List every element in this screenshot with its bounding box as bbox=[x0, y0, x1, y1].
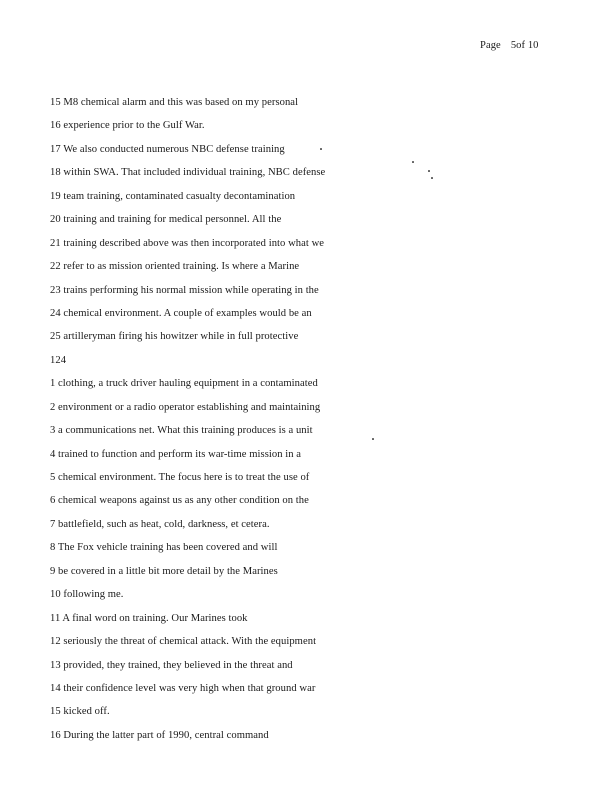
page-number: 5of 10 bbox=[510, 40, 539, 51]
scan-speck bbox=[412, 161, 414, 163]
transcript-line: 11 A final word on training. Our Marines took bbox=[50, 612, 248, 624]
transcript-line: 17 We also conducted numerous NBC defense training bbox=[50, 143, 285, 155]
transcript-line: 1 clothing, a truck driver hauling equipment in a contaminated bbox=[50, 378, 318, 390]
transcript-line: 19 team training, contaminated casualty decontamination bbox=[50, 190, 296, 202]
transcript-line: 13 provided, they trained, they believed in the threat and bbox=[50, 659, 293, 671]
transcript-line: 8 The Fox vehicle training has been covered and will bbox=[50, 542, 278, 554]
transcript-line: 24 chemical environment. A couple of examples would be an bbox=[50, 307, 312, 319]
transcript-line: 15 kicked off. bbox=[50, 706, 110, 718]
scan-speck bbox=[428, 170, 430, 172]
page-label: Page bbox=[480, 40, 501, 51]
scan-speck bbox=[372, 438, 374, 440]
transcript-line: 10 following me. bbox=[50, 589, 124, 601]
transcript-page-number: 124 bbox=[50, 354, 67, 366]
transcript-line: 20 training and training for medical personnel. All the bbox=[50, 214, 282, 226]
transcript-line: 14 their confidence level was very high when that ground war bbox=[50, 682, 316, 694]
transcript-line: 9 be covered in a little bit more detail by the Marines bbox=[50, 565, 278, 577]
scan-speck bbox=[431, 177, 433, 179]
transcript-line: 7 battlefield, such as heat, cold, darkness, et cetera. bbox=[50, 518, 270, 530]
transcript-line: 18 within SWA. That included individual training, NBC defense bbox=[50, 167, 326, 179]
transcript-line: 16 During the latter part of 1990, central command bbox=[50, 729, 269, 741]
scan-speck bbox=[320, 148, 322, 150]
transcript-line: 4 trained to function and perform its war-time mission in a bbox=[50, 448, 302, 460]
transcript-line: 12 seriously the threat of chemical attack. With the equipment bbox=[50, 636, 317, 648]
transcript-line: 5 chemical environment. The focus here is to treat the use of bbox=[50, 472, 310, 483]
transcript-line: 15 M8 chemical alarm and this was based on my personal bbox=[50, 97, 299, 108]
transcript-line: 22 refer to as mission oriented training. Is where a Marine bbox=[50, 261, 300, 273]
transcript-lines bbox=[50, 96, 325, 752]
transcript-line: 23 trains performing his normal mission while operating in the bbox=[50, 284, 319, 296]
transcript-line: 25 artilleryman firing his howitzer while in full protective bbox=[50, 331, 299, 343]
transcript-line: 3 a communications net. What this training produces is a unit bbox=[50, 425, 313, 437]
transcript-line: 21 training described above was then incorporated into what we bbox=[50, 237, 325, 249]
page-header bbox=[480, 40, 539, 51]
transcript-line: 16 experience prior to the Gulf War. bbox=[50, 120, 205, 132]
transcript-line: 6 chemical weapons against us as any other condition on the bbox=[50, 495, 309, 507]
transcript-line: 2 environment or a radio operator establishing and maintaining bbox=[50, 401, 321, 413]
